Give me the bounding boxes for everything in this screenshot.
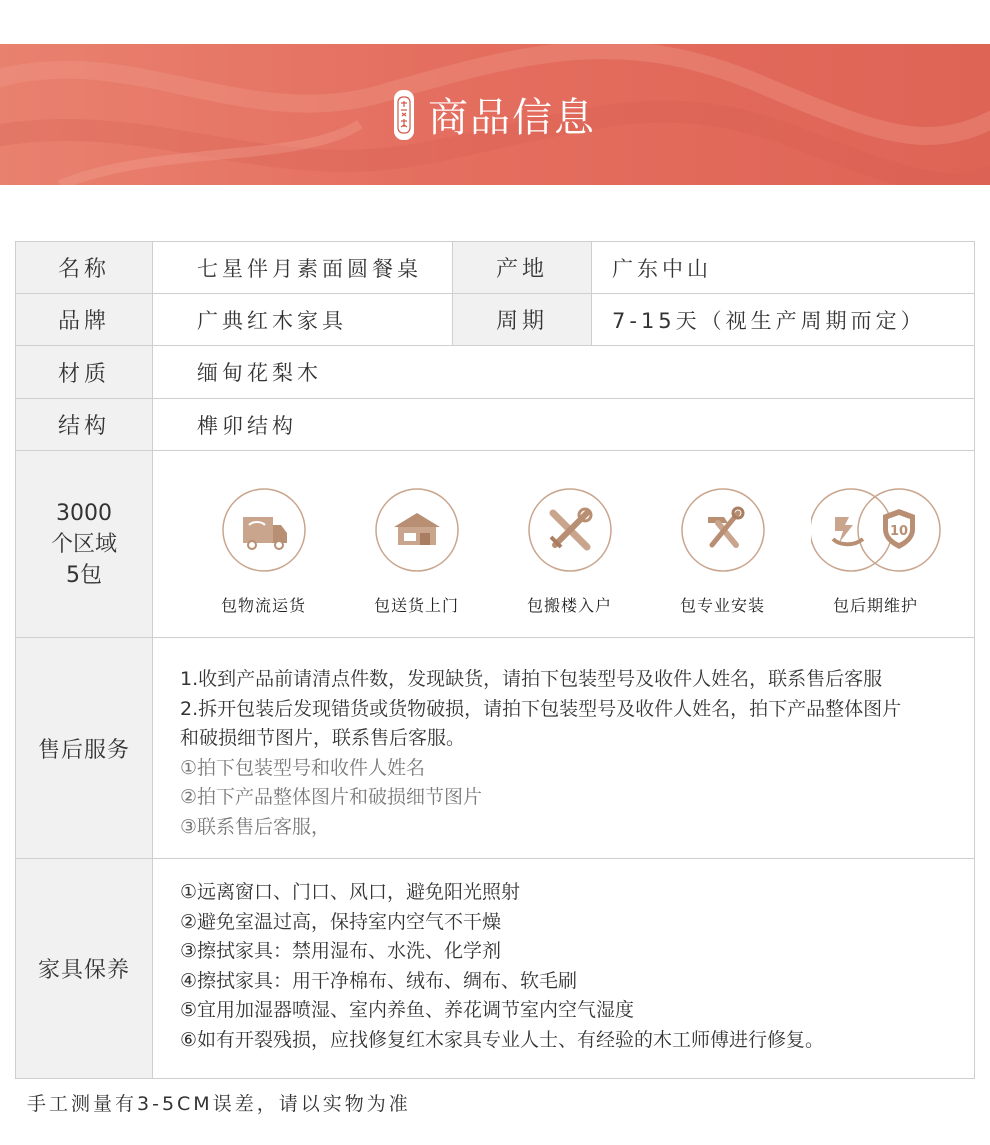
- services-label-line-3: 5包: [66, 562, 102, 588]
- table-row-care: [15, 859, 975, 1079]
- after-sales-step: ③联系售后客服，: [180, 815, 331, 838]
- care-line: ③擦拭家具：禁用湿布、水洗、化学剂: [180, 940, 502, 962]
- after-sales-line: 2.拆开包装后发现错货或货物破损，请拍下包装型号及收件人姓名，拍下产品整体图片: [180, 697, 902, 720]
- label-structure: 结构: [16, 399, 153, 450]
- after-sales-step: ②拍下产品整体图片和破损细节图片: [180, 786, 483, 808]
- service-item-logistics: [187, 487, 340, 637]
- after-sales-line: 和破损细节图片，联系售后客服。: [180, 727, 466, 749]
- tools-icon: [527, 487, 613, 573]
- value-origin: 广东中山: [612, 256, 712, 281]
- truck-icon: [221, 487, 307, 573]
- service-item-upstairs: [493, 487, 646, 637]
- table-row-after-sales: [15, 638, 975, 859]
- value-material: 缅甸花梨木: [197, 361, 322, 385]
- table-row-name: [15, 242, 975, 294]
- service-label-delivery: 包送货上门: [373, 596, 459, 615]
- service-item-delivery: [340, 487, 493, 637]
- service-item-maintenance: [799, 487, 952, 637]
- care-line: ①远离窗口、门口、风口，避免阳光照射: [180, 881, 521, 903]
- service-icons: [153, 451, 974, 637]
- label-origin: 产地: [452, 242, 592, 293]
- warranty-badge: 10: [889, 524, 908, 539]
- label-name: 名称: [16, 242, 153, 293]
- value-brand: 广典红木家具: [197, 308, 347, 333]
- page-title: 商品信息: [428, 95, 596, 141]
- label-material: 材质: [16, 346, 153, 398]
- table-row-structure: [15, 399, 975, 451]
- label-services: [16, 451, 153, 637]
- header-banner: [0, 44, 990, 185]
- table-row-services: [15, 451, 975, 638]
- service-label-upstairs: 包搬楼入户: [526, 596, 612, 615]
- product-info-table: [15, 241, 975, 1079]
- care-line: ⑤宜用加湿器喷湿、室内养鱼、养花调节室内空气湿度: [180, 999, 635, 1021]
- after-sales-line: 1.收到产品前请清点件数，发现缺货，请拍下包装型号及收件人姓名，联系售后客服: [180, 668, 883, 690]
- services-label-line-1: 3000: [56, 500, 112, 526]
- service-label-maintenance: 包后期维护: [832, 596, 918, 615]
- service-item-installation: [646, 487, 799, 637]
- shield-warranty-icon: [811, 487, 941, 573]
- table-row-brand: [15, 294, 975, 346]
- services-label-line-2: 个区域: [50, 531, 117, 557]
- label-period: 周期: [452, 294, 592, 345]
- measurement-note: 手工测量有3-5CM误差，请以实物为准: [27, 1093, 411, 1115]
- care-text: [153, 859, 974, 1078]
- care-line: ②避免室温过高，保持室内空气不干燥: [180, 910, 502, 933]
- seal-logo: [394, 90, 414, 140]
- after-sales-text: [153, 638, 974, 858]
- service-label-installation: 包专业安装: [679, 596, 765, 615]
- label-care: 家具保养: [16, 859, 153, 1078]
- value-structure: 榫卯结构: [197, 413, 297, 438]
- house-delivery-icon: [374, 487, 460, 573]
- value-period: 7-15天（视生产周期而定）: [612, 308, 926, 333]
- value-name: 七星伴月素面圆餐桌: [197, 256, 422, 281]
- care-line: ⑥如有开裂残损，应找修复红木家具专业人士、有经验的木工师傅进行修复。: [180, 1028, 825, 1051]
- label-after-sales: 售后服务: [16, 638, 153, 858]
- table-row-material: [15, 346, 975, 399]
- care-line: ④擦拭家具：用干净棉布、绒布、绸布、软毛刷: [180, 969, 578, 992]
- hammer-wrench-icon: [680, 487, 766, 573]
- service-label-logistics: 包物流运货: [220, 596, 306, 615]
- after-sales-step: ①拍下包装型号和收件人姓名: [180, 756, 426, 779]
- label-brand: 品牌: [16, 294, 153, 345]
